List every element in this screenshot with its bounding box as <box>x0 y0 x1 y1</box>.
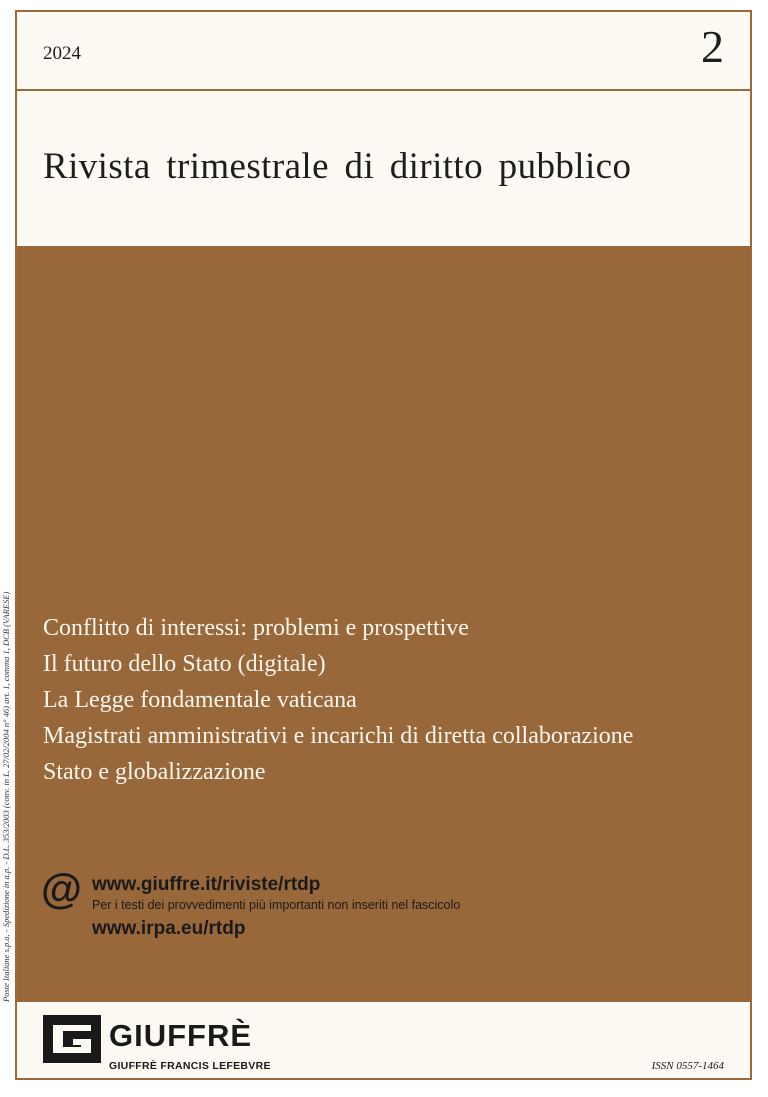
issue-year: 2024 <box>43 43 81 64</box>
journal-title: Rivista trimestrale di diritto pubblico <box>43 146 632 187</box>
journal-cover <box>15 10 752 1080</box>
topic-list <box>43 610 633 790</box>
topic-item: Magistrati amministrativi e incarichi di diretta collaborazione <box>43 723 634 749</box>
cover-header <box>17 12 750 91</box>
giuffre-logo-icon <box>43 1015 101 1063</box>
link-note: Per i testi dei provvedimenti più importanti non inseriti nel fascicolo <box>92 898 461 912</box>
issue-number: 2 <box>701 21 724 72</box>
topic-item: Stato e globalizzazione <box>43 759 266 785</box>
giuffre-journal-link[interactable]: www.giuffre.it/riviste/rtdp <box>92 874 321 895</box>
publisher-name: GIUFFRÈ <box>109 1018 253 1053</box>
postal-notice: Poste Italiane s.p.a. - Spedizione in a.p. - D.L. 353/2003 (conv. in L. 27/02/2004 n° 46) art. 1, comma 1, DCB (VARESE) <box>1 591 11 1002</box>
topic-item: Il futuro dello Stato (digitale) <box>43 651 326 677</box>
at-icon: @ <box>41 865 82 912</box>
topic-item: Conflitto di interessi: problemi e prospettive <box>43 615 469 641</box>
content-panel <box>17 246 750 1002</box>
irpa-journal-link[interactable]: www.irpa.eu/rtdp <box>92 918 246 939</box>
publisher-subtitle: GIUFFRÈ FRANCIS LEFEBVRE <box>109 1060 271 1072</box>
issn-number: ISSN 0557-1464 <box>651 1060 724 1072</box>
topic-item: La Legge fondamentale vaticana <box>43 687 357 713</box>
